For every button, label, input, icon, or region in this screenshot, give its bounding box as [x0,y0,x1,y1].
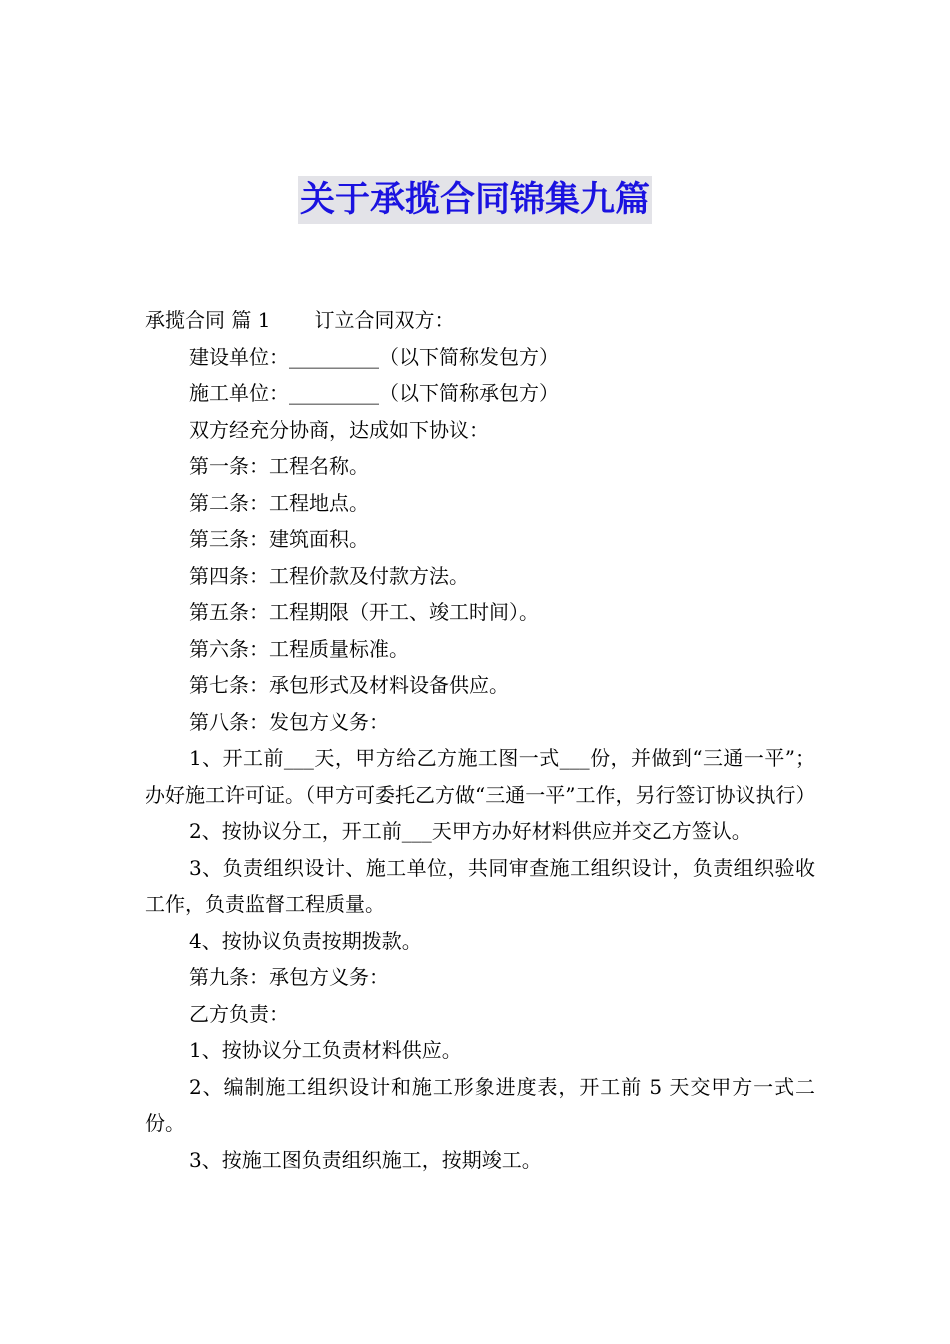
paragraph: 第二条：工程地点。 [189,490,369,515]
paragraph: 1、开工前___天，甲方给乙方施工图一式___份，并做到“三通一平”；办好施工许可证。（甲方可委托乙方做“三通一平”工作，另行签订协议执行） [145,746,816,807]
paragraph: 第五条：工程期限（开工、竣工时间）。 [189,600,539,624]
paragraph: 第六条：工程质量标准。 [189,636,409,661]
paragraph: 2、按协议分工，开工前___天甲方办好材料供应并交乙方签认。 [189,819,752,843]
paragraph: 3、负责组织设计、施工单位，共同审查施工组织设计，负责组织验收工作，负责监督工程质量。 [145,855,815,916]
parties-heading: 订立合同双方： [314,308,455,332]
document-body [145,302,815,1178]
paragraph: 4、按协议负责按期拨款。 [189,928,422,953]
paragraph: 第一条：工程名称。 [189,454,369,478]
paragraph: 第九条：承包方义务： [189,965,389,989]
paragraph: 建设单位：_________（以下简称发包方） [189,344,559,369]
paragraph: 施工单位：_________（以下简称承包方） [189,381,559,405]
paragraph: 乙方负责： [189,1001,289,1026]
paragraph: 双方经充分协商，达成如下协议： [189,417,489,442]
title-container [0,176,950,224]
document-title: 关于承揽合同锦集九篇 [298,176,652,224]
paragraph: 第七条：承包形式及材料设备供应。 [189,673,509,697]
paragraph: 1、按协议分工负责材料供应。 [189,1038,462,1062]
paragraph: 第八条：发包方义务： [189,709,389,734]
paragraph: 3、按施工图负责组织施工，按期竣工。 [189,1147,542,1172]
paragraph: 第四条：工程价款及付款方法。 [189,563,469,588]
heading-line [145,302,815,339]
paragraph: 第三条：建筑面积。 [189,527,369,551]
section-label: 承揽合同 篇 1 [145,308,271,332]
paragraph: 2、编制施工组织设计和施工形象进度表，开工前 5 天交甲方一式二份。 [145,1074,815,1135]
